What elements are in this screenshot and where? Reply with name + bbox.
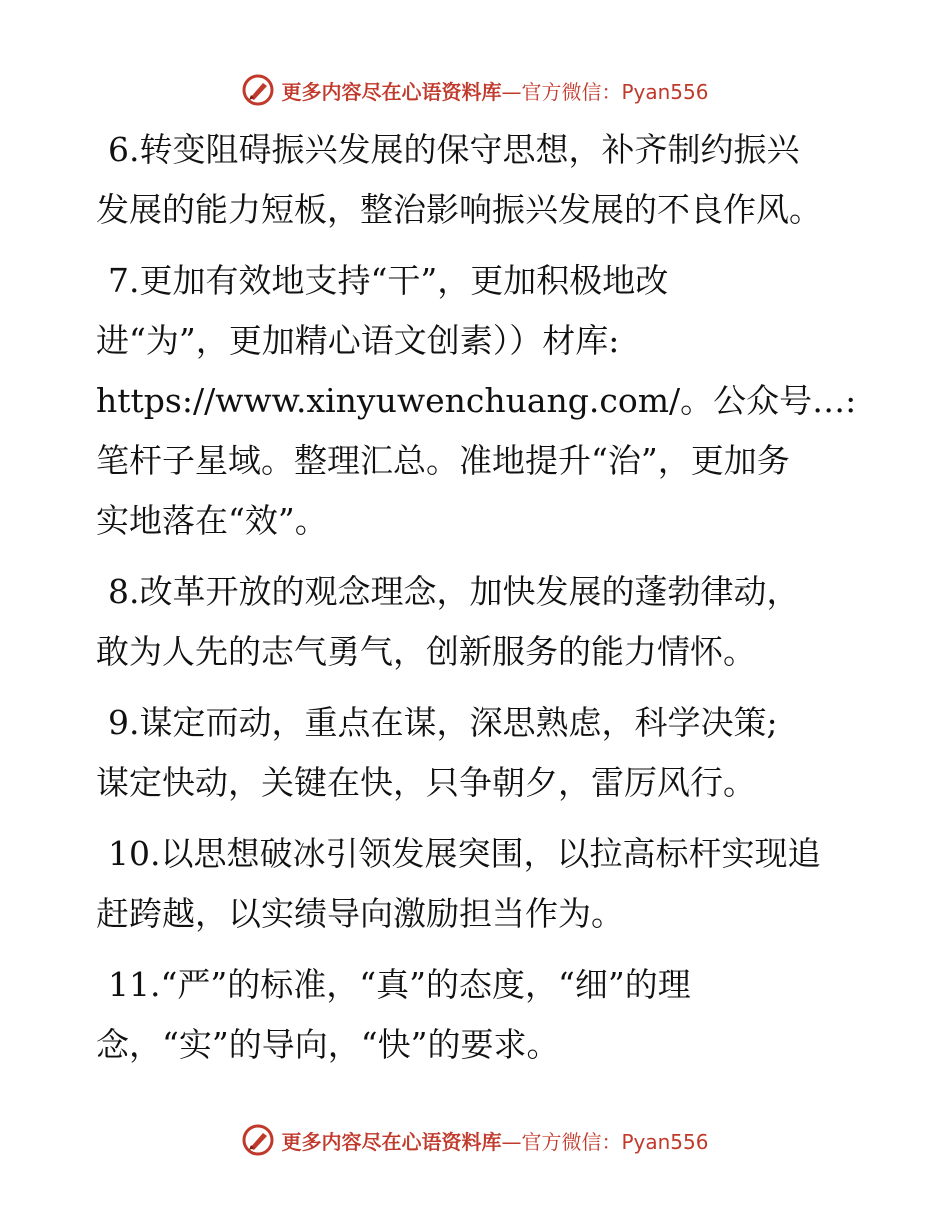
footer-banner-suffix: —官方微信：Pyan556 xyxy=(501,1129,709,1154)
paragraph-6 xyxy=(96,120,856,240)
text-line: 敢为人先的志气勇气，创新服务的能力情怀。 xyxy=(96,632,756,671)
paragraph-10 xyxy=(96,824,856,944)
footer-watermark-banner xyxy=(0,1120,950,1160)
paragraph-8 xyxy=(96,562,856,682)
pen-logo-icon xyxy=(241,73,275,107)
document-body xyxy=(96,120,856,1086)
header-watermark-banner xyxy=(0,70,950,110)
text-line: https://www.xinyuwenchuang.com/。公众号…: xyxy=(96,381,857,420)
text-line: 谋定快动，关键在快，只争朝夕，雷厉风行。 xyxy=(96,763,756,802)
paragraph-11 xyxy=(96,955,856,1075)
header-banner-text: 更多内容尽在心语资料库 xyxy=(281,79,502,104)
paragraph-9 xyxy=(96,693,856,813)
text-line: 实地落在“效”。 xyxy=(96,501,328,540)
text-line: 9.谋定而动，重点在谋，深思熟虑，科学决策; xyxy=(108,703,778,742)
pen-logo-icon xyxy=(241,1123,275,1157)
text-line: 念，“实”的导向，“快”的要求。 xyxy=(96,1025,560,1064)
paragraph-7 xyxy=(96,251,856,551)
text-line: 7.更加有效地支持“干”，更加积极地改 xyxy=(108,261,669,300)
text-line: 笔杆子星域。整理汇总。准地提升“治”，更加务 xyxy=(96,441,790,480)
text-line: 8.改革开放的观念理念，加快发展的蓬勃律动， xyxy=(108,572,800,611)
text-line: 发展的能力短板，整治影响振兴发展的不良作风。 xyxy=(96,190,822,229)
text-line: 赶跨越，以实绩导向激励担当作为。 xyxy=(96,894,624,933)
text-line: 进“为”，更加精心语文创素））材库: xyxy=(96,321,620,360)
header-banner-suffix: —官方微信：Pyan556 xyxy=(501,79,709,104)
text-line: 11.“严”的标准，“真”的态度，“细”的理 xyxy=(108,965,691,1004)
footer-banner-text: 更多内容尽在心语资料库 xyxy=(281,1129,502,1154)
text-line: 6.转变阻碍振兴发展的保守思想，补齐制约振兴 xyxy=(108,130,800,169)
text-line: 10.以思想破冰引领发展突围，以拉高标杆实现追 xyxy=(108,834,821,873)
